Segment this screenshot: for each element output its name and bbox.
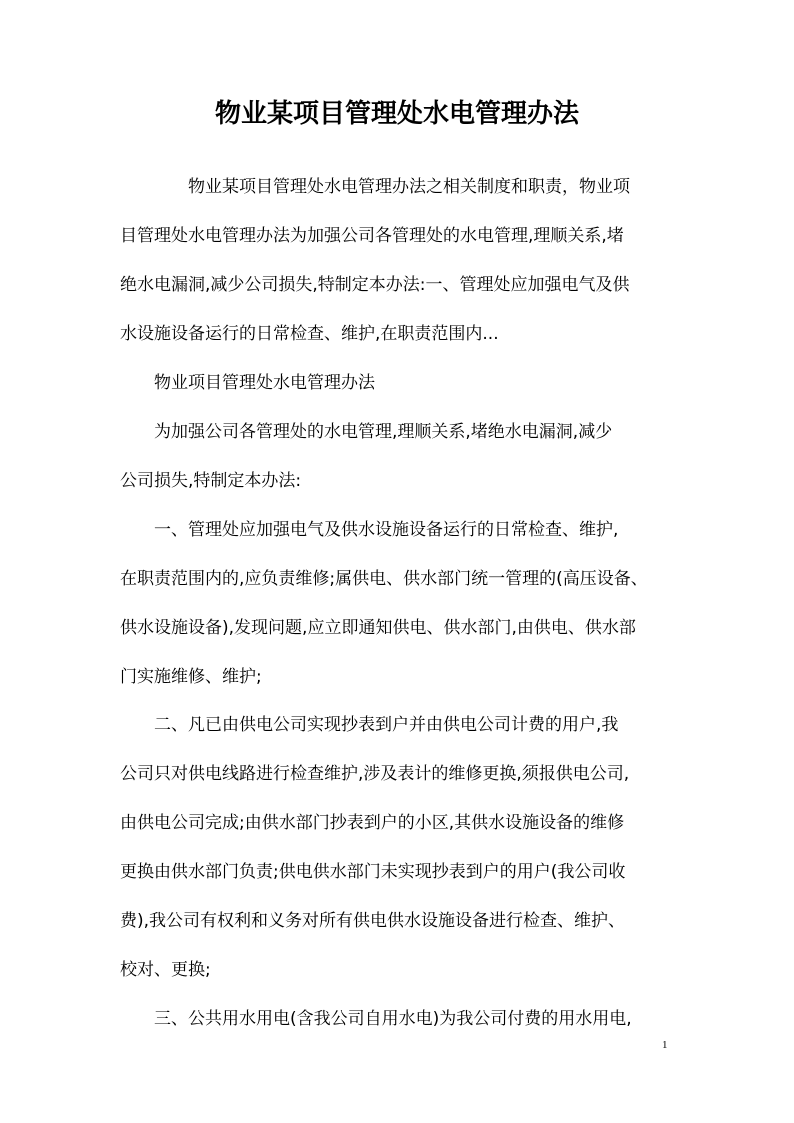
paragraph-line: 水设施设备运行的日常检查、维护,在职责范围内... xyxy=(120,324,499,344)
paragraph-line: 门实施维修、维护; xyxy=(120,667,262,687)
paragraph-line: 目管理处水电管理办法为加强公司各管理处的水电管理,理顺关系,堵 xyxy=(120,226,624,246)
paragraph-line: 更换由供水部门负责;供电供水部门未实现抄表到户的用户(我公司收 xyxy=(120,862,626,882)
page-number: 1 xyxy=(662,1039,668,1051)
paragraph-line: 物业某项目管理处水电管理办法之相关制度和职责，物业项 xyxy=(120,177,630,197)
paragraph-line: 绝水电漏洞,减少公司损失,特制定本办法:一、管理处应加强电气及供 xyxy=(120,275,630,295)
body-paragraph xyxy=(120,163,676,359)
body-paragraph xyxy=(120,408,676,506)
body-paragraph xyxy=(120,701,676,995)
paragraph-line: 物业项目管理处水电管理办法 xyxy=(120,373,375,393)
paragraph-line: 公司损失,特制定本办法: xyxy=(120,471,302,491)
paragraph-line: 一、管理处应加强电气及供水设施设备运行的日常检查、维护, xyxy=(120,520,619,540)
paragraph-line: 费),我公司有权利和义务对所有供电供水设施设备进行检查、维护、 xyxy=(120,911,626,931)
body-paragraph xyxy=(120,359,676,408)
paragraph-line: 供水设施设备),发现问题,应立即通知供电、供水部门,由供电、供水部 xyxy=(120,618,636,638)
document-title: 物业某项目管理处水电管理办法 xyxy=(214,99,579,129)
body-paragraph xyxy=(120,995,676,1044)
paragraph-line: 公司只对供电线路进行检查维护,涉及表计的维修更换,须报供电公司, xyxy=(120,764,630,784)
paragraph-line: 二、凡已由供电公司实现抄表到户并由供电公司计费的用户,我 xyxy=(120,715,619,735)
paragraph-line: 校对、更换; xyxy=(120,960,211,980)
paragraph-line: 在职责范围内的,应负责维修;属供电、供水部门统一管理的(高压设备、 xyxy=(120,569,648,589)
paragraph-line: 为加强公司各管理处的水电管理,理顺关系,堵绝水电漏洞,减少 xyxy=(120,422,613,442)
body-paragraph xyxy=(120,506,676,702)
paragraph-line: 三、公共用水用电(含我公司自用水电)为我公司付费的用水用电, xyxy=(120,1009,632,1029)
paragraph-line: 由供电公司完成;由供水部门抄表到户的小区,其供水设施设备的维修 xyxy=(120,813,625,833)
